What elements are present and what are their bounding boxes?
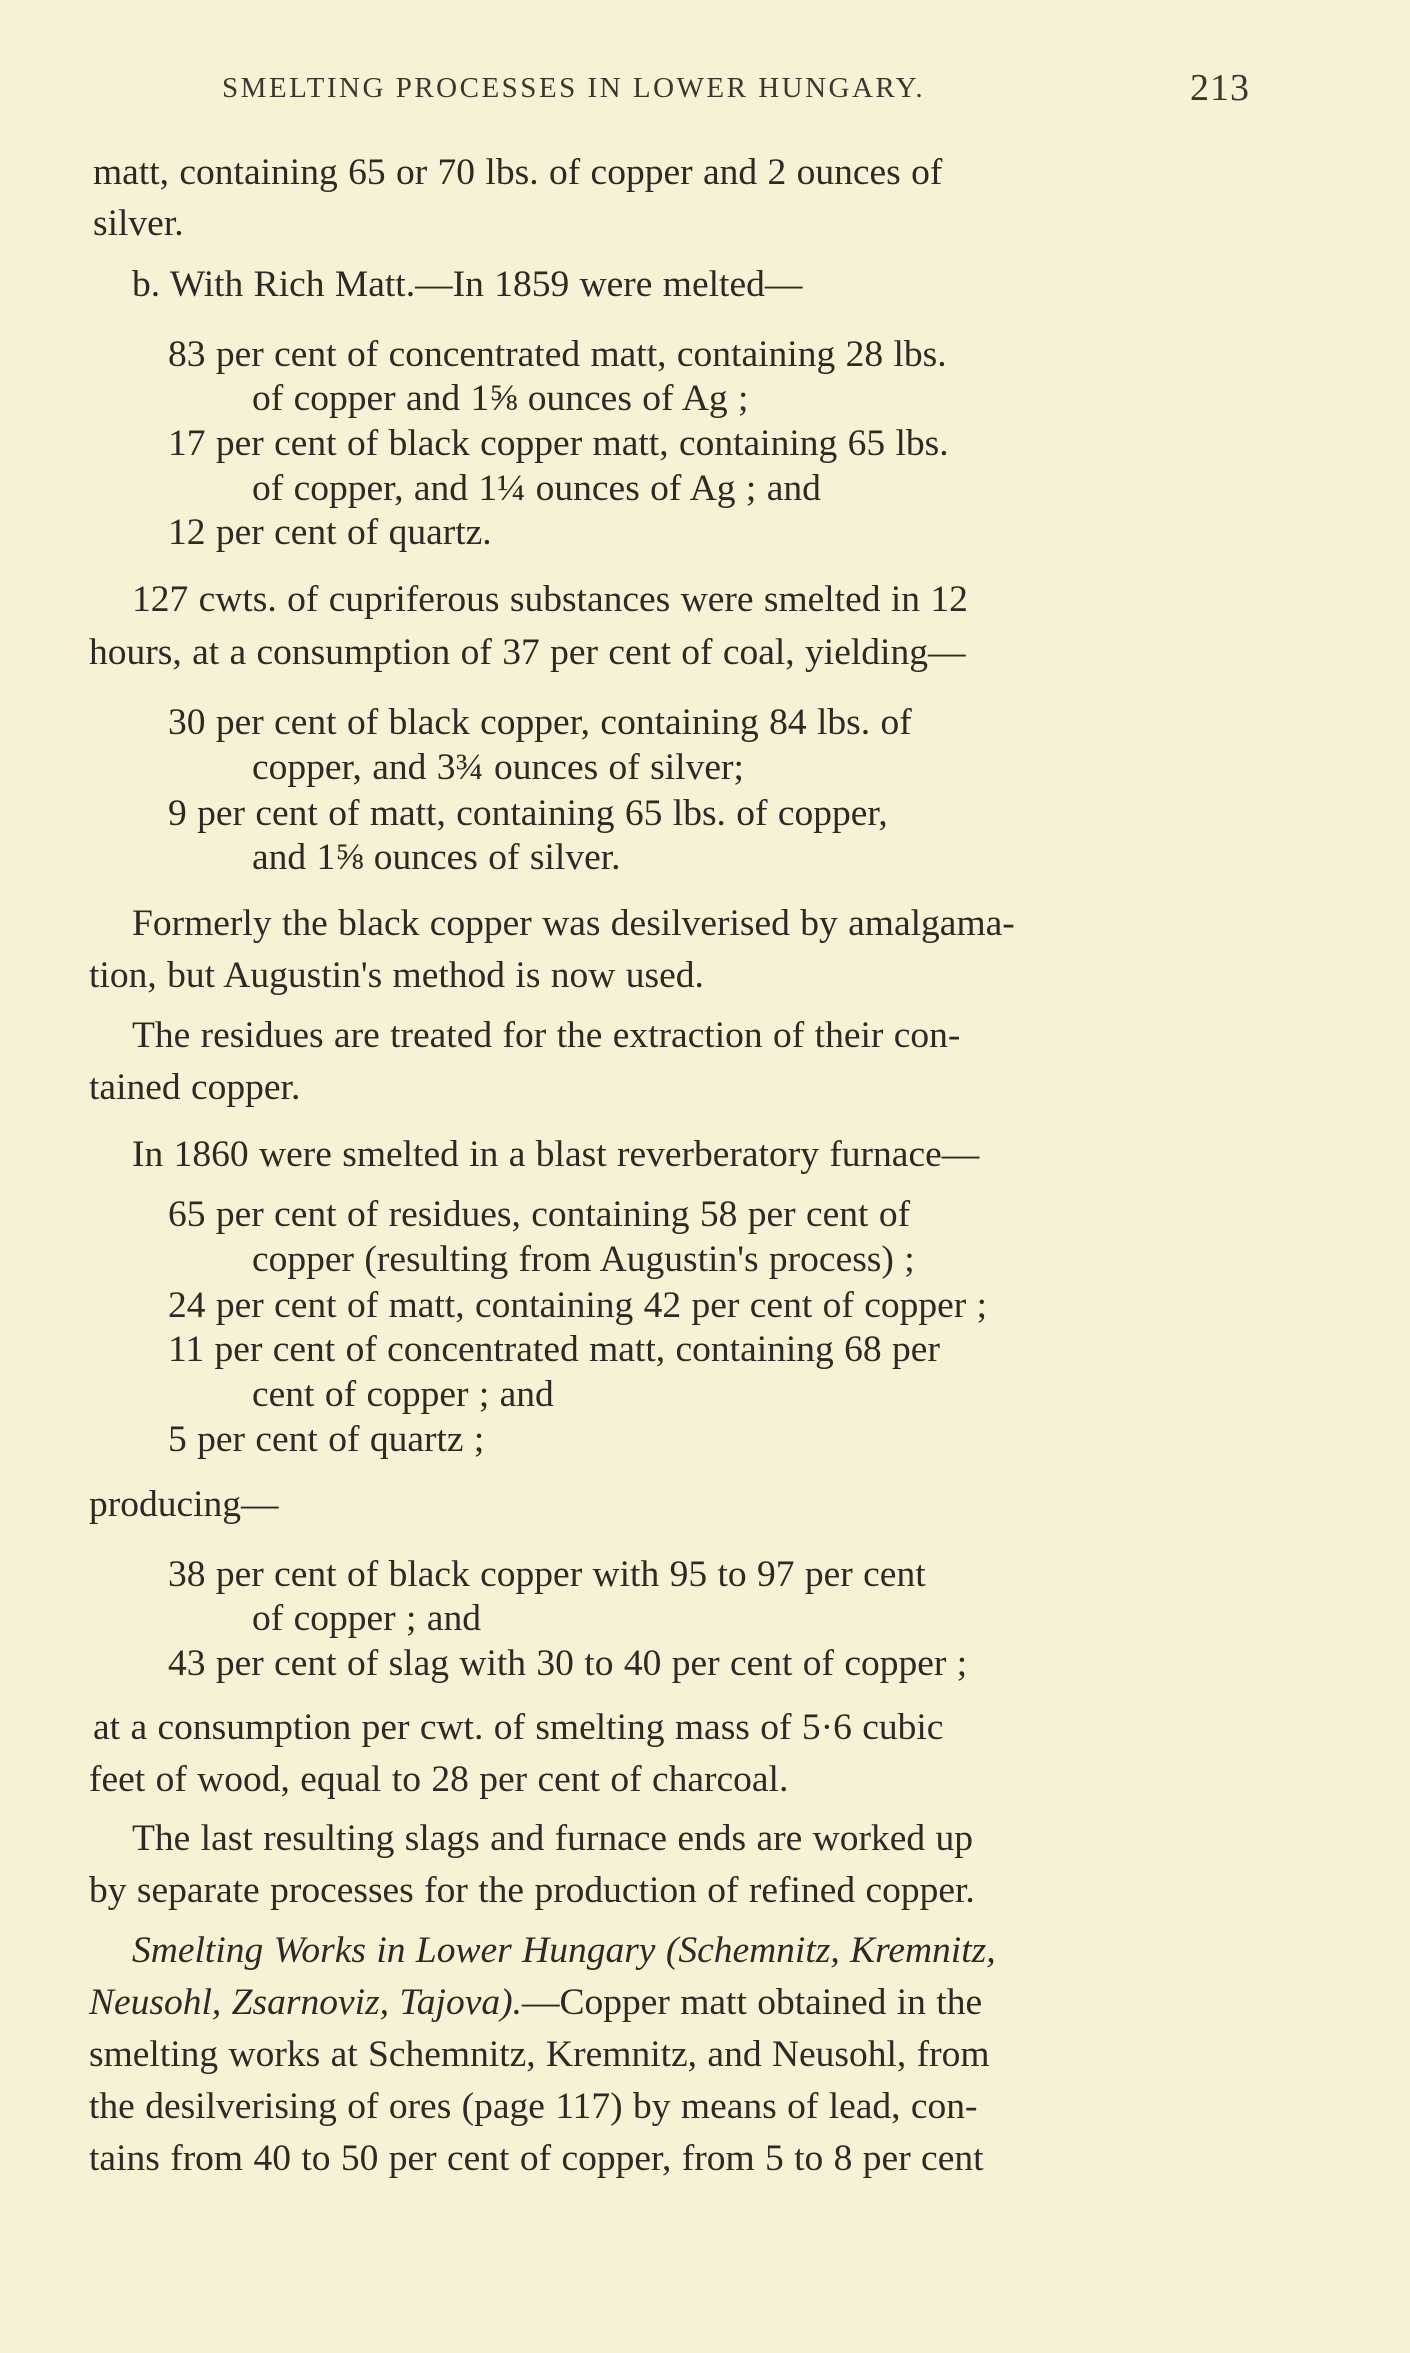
- text-line: of copper ; and: [252, 1598, 481, 1639]
- text-line: by separate processes for the production of refined copper.: [89, 1870, 975, 1911]
- running-title: SMELTING PROCESSES IN LOWER HUNGARY.: [222, 72, 926, 104]
- text-line: 38 per cent of black copper with 95 to 97 per cent: [168, 1554, 926, 1595]
- text-line: 43 per cent of slag with 30 to 40 per cent of copper ;: [168, 1643, 968, 1684]
- section-heading-line: Smelting Works in Lower Hungary (Schemnitz, Kremnitz,: [132, 1930, 996, 1971]
- text-line: 127 cwts. of cupriferous substances were smelted in 12: [132, 579, 968, 620]
- text-line: and 1⅝ ounces of silver.: [252, 837, 621, 878]
- text-line: tion, but Augustin's method is now used.: [89, 955, 704, 996]
- text-line: of copper and 1⅝ ounces of Ag ;: [252, 378, 749, 419]
- text-line: silver.: [93, 203, 184, 244]
- text-line: the desilverising of ores (page 117) by means of lead, con-: [89, 2086, 978, 2127]
- page-header: [222, 66, 1250, 110]
- text-line: 9 per cent of matt, containing 65 lbs. of copper,: [168, 793, 888, 834]
- text-line: matt, containing 65 or 70 lbs. of copper and 2 ounces of: [93, 152, 943, 193]
- text-line: 30 per cent of black copper, containing 84 lbs. of: [168, 702, 912, 743]
- text-line: hours, at a consumption of 37 per cent of coal, yielding—: [89, 632, 966, 673]
- text-line: tained copper.: [89, 1067, 301, 1108]
- text-line: smelting works at Schemnitz, Kremnitz, and Neusohl, from: [89, 2034, 990, 2075]
- text-line: copper (resulting from Augustin's process) ;: [252, 1239, 915, 1280]
- text-line: The residues are treated for the extraction of their con-: [132, 1015, 961, 1056]
- text-line: 5 per cent of quartz ;: [168, 1419, 485, 1460]
- text-line: The last resulting slags and furnace ends are worked up: [132, 1818, 974, 1859]
- text-line: feet of wood, equal to 28 per cent of charcoal.: [89, 1759, 789, 1800]
- text-line: producing—: [89, 1484, 279, 1525]
- text-line: In 1860 were smelted in a blast reverberatory furnace—: [132, 1134, 980, 1175]
- text-line: 65 per cent of residues, containing 58 per cent of: [168, 1194, 911, 1235]
- text-line: 17 per cent of black copper matt, containing 65 lbs.: [168, 423, 949, 464]
- text-line: tains from 40 to 50 per cent of copper, from 5 to 8 per cent: [89, 2138, 984, 2179]
- text-line: 83 per cent of concentrated matt, containing 28 lbs.: [168, 334, 947, 375]
- text-line: 12 per cent of quartz.: [168, 512, 492, 553]
- text-run: —Copper matt obtained in the: [521, 1982, 983, 2023]
- text-line: at a consumption per cwt. of smelting mass of 5·6 cubic: [93, 1707, 944, 1748]
- text-line: of copper, and 1¼ ounces of Ag ; and: [252, 468, 821, 509]
- page-number: 213: [1190, 67, 1250, 109]
- text-line: b. With Rich Matt.—In 1859 were melted—: [132, 264, 803, 305]
- text-line: 24 per cent of matt, containing 42 per cent of copper ;: [168, 1285, 988, 1326]
- text-line: copper, and 3¾ ounces of silver;: [252, 747, 744, 788]
- text-line: [89, 1977, 982, 2029]
- text-line: cent of copper ; and: [252, 1374, 554, 1415]
- text-line: Formerly the black copper was desilverised by amalgama-: [132, 903, 1015, 944]
- section-heading-tail: Neusohl, Zsarnoviz, Tajova).: [89, 1982, 522, 2023]
- text-line: 11 per cent of concentrated matt, containing 68 per: [168, 1329, 940, 1370]
